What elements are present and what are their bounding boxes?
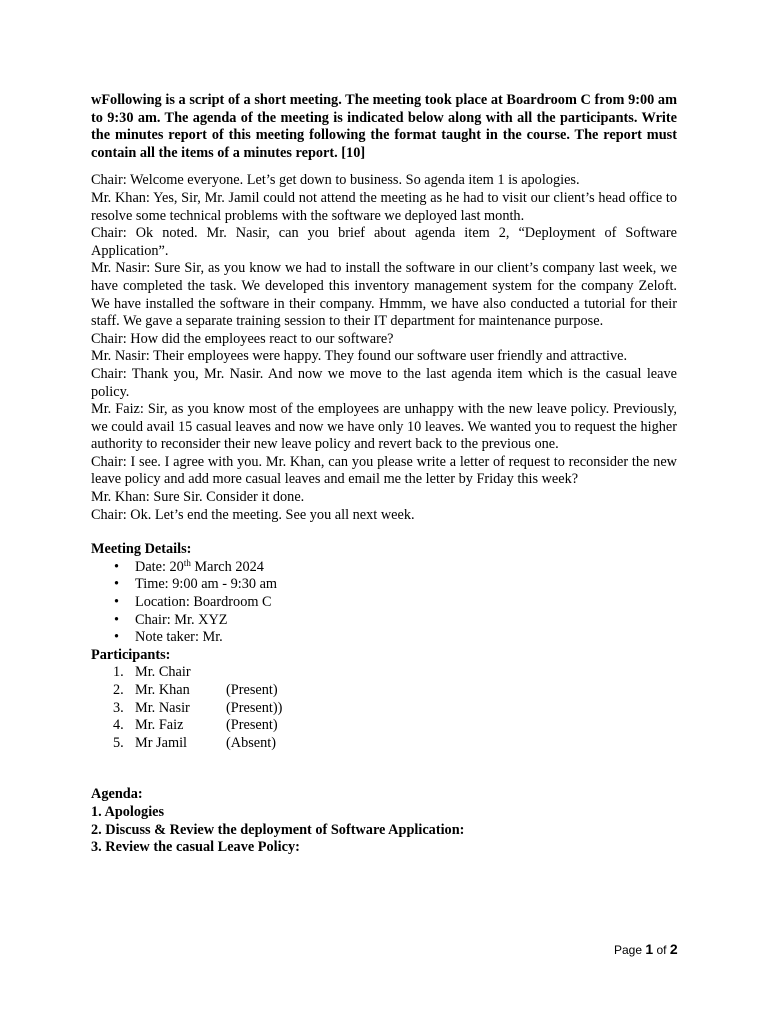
agenda-item: 2. Discuss & Review the deployment of Software Application: bbox=[91, 821, 465, 838]
instructions-paragraph: wFollowing is a script of a short meeting. The meeting took place at Boardroom C from 9:00 am to 9:30 am. The agenda of the meeting is indicated below along with all the participants. Write the minutes report of this meeting following the format taught in the course. The report must contain all the items of a minutes report. [10] bbox=[91, 92, 677, 161]
participant-item: 2. Mr. Khan (Present) bbox=[113, 682, 278, 698]
script-line: Chair: Thank you, Mr. Nasir. And now we move to the last agenda item which is the casual leave policy. bbox=[91, 365, 677, 400]
script-line: Mr. Khan: Yes, Sir, Mr. Jamil could not attend the meeting as he had to visit our client’s head office to resolve some technical problems with the software we deployed last month. bbox=[91, 189, 677, 224]
detail-location: • Location: Boardroom C bbox=[135, 594, 677, 612]
agenda-heading: Agenda: bbox=[91, 786, 143, 803]
agenda-item: 1. Apologies bbox=[91, 803, 165, 820]
script-line: Mr. Khan: Sure Sir. Consider it done. bbox=[91, 489, 305, 506]
participants-heading: Participants: bbox=[91, 646, 171, 663]
script-line: Chair: Ok. Let’s end the meeting. See you all next week. bbox=[91, 506, 415, 523]
page-number-footer: Page 1 of 2 bbox=[614, 941, 678, 957]
agenda-item: 3. Review the casual Leave Policy: bbox=[91, 839, 300, 856]
participant-item: 4. Mr. Faiz (Present) bbox=[113, 717, 278, 734]
script-line: Mr. Faiz: Sir, as you know most of the employees are unhappy with the new leave policy. Previously, we could avail 15 casual leaves and now we have only 10 leaves. We wanted you to request the higher authority to reconsider their new leave policy and revert back to the previous one. bbox=[91, 401, 677, 453]
script-line: Chair: How did the employees react to our software? bbox=[91, 330, 394, 347]
script-line: Mr. Nasir: Sure Sir, as you know we had to install the software in our client’s company last week, we have completed the task. We developed this inventory management system for the company Zeloft. We have installed the software in their company. Hmmm, we have also conducted a tutorial for their staff. We gave a separate training session to their IT department for maintenance purpose. bbox=[91, 260, 677, 330]
detail-chair: • Chair: Mr. XYZ bbox=[135, 612, 677, 630]
script-line: Chair: Ok noted. Mr. Nasir, can you brief about agenda item 2, “Deployment of Software Application”. bbox=[91, 225, 677, 259]
meeting-script bbox=[91, 172, 677, 524]
script-line: Chair: Welcome everyone. Let’s get down to business. So agenda item 1 is apologies. bbox=[91, 172, 580, 189]
participants-list bbox=[91, 664, 677, 752]
detail-time: • Time: 9:00 am - 9:30 am bbox=[135, 576, 677, 594]
document-page bbox=[91, 92, 677, 857]
participant-item: 3. Mr. Nasir (Present)) bbox=[113, 699, 283, 716]
meeting-details-list bbox=[91, 559, 677, 647]
participant-item: 5. Mr Jamil (Absent) bbox=[113, 734, 277, 751]
participant-item: 1. Mr. Chair bbox=[113, 664, 191, 681]
script-line: Chair: I see. I agree with you. Mr. Khan, can you please write a letter of request to reconsider the new leave policy and add more casual leaves and email me the letter by Friday this week? bbox=[91, 453, 677, 488]
detail-note-taker: • Note taker: Mr. bbox=[135, 629, 677, 647]
detail-date: • Date: 20th March 2024 bbox=[135, 559, 677, 577]
meeting-details-heading: Meeting Details: bbox=[91, 541, 192, 558]
script-line: Mr. Nasir: Their employees were happy. They found our software user friendly and attractive. bbox=[91, 348, 628, 365]
